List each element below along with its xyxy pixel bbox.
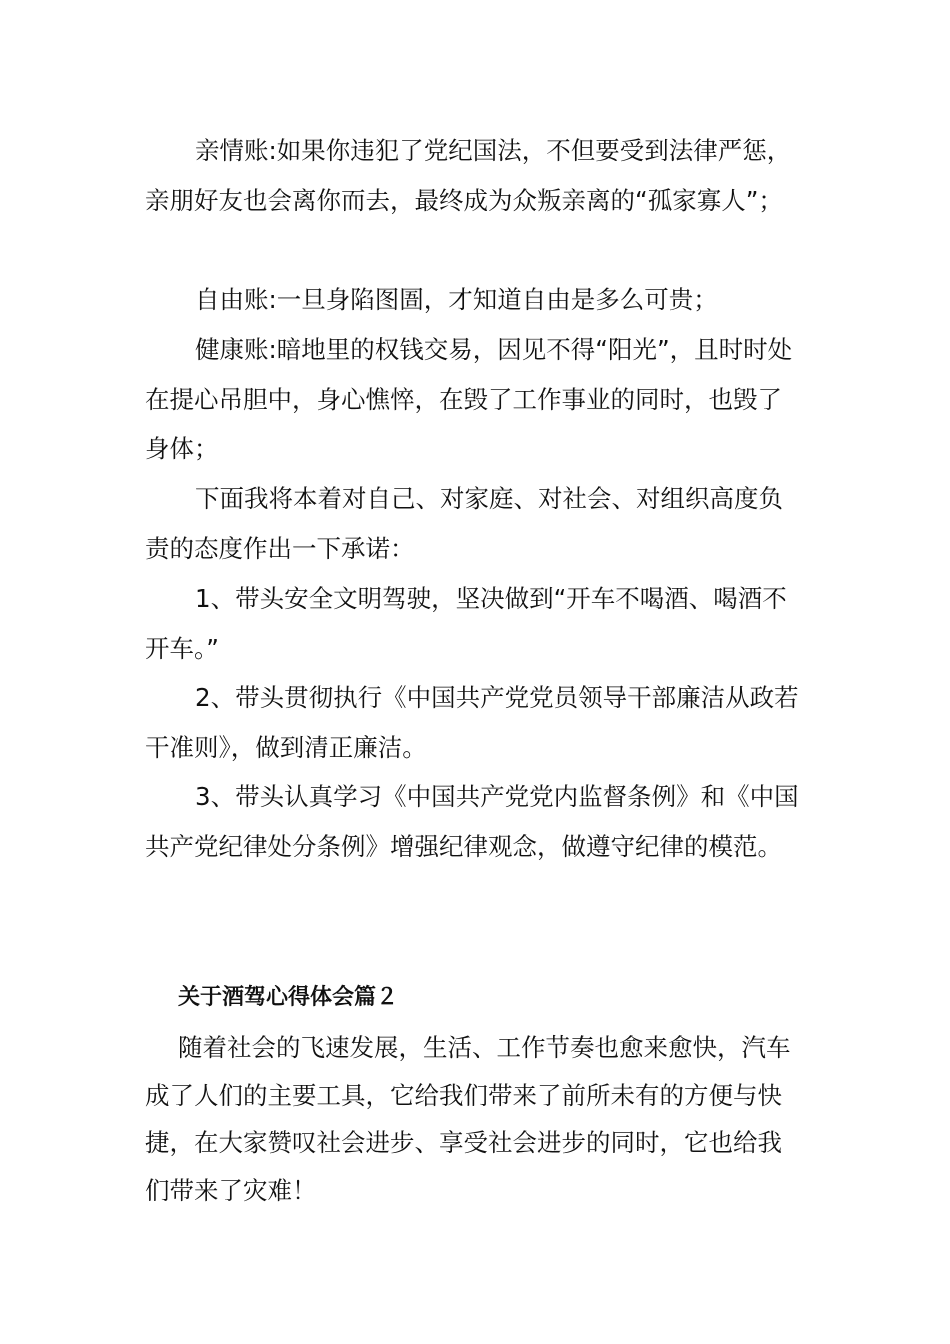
commitment-item-1: 1、带头安全文明驾驶，坚决做到“开车不喝酒、喝酒不开车。”: [145, 584, 787, 663]
paragraph-family-account: 亲情账:如果你违犯了党纪国法，不但要受到法律严惩，亲朋好友也会离你而去，最终成为众叛亲离的“孤家寡人”；: [145, 136, 792, 215]
commitment-item-2: 2、带头贯彻执行《中国共产党党员领导干部廉洁从政若干准则》，做到清正廉洁。: [145, 683, 799, 762]
paragraph-commitment-intro: 下面我将本着对自己、对家庭、对社会、对组织高度负责的态度作出一下承诺：: [145, 484, 783, 563]
paragraph-health-account: 健康账:暗地里的权钱交易，因见不得“阳光”，且时时处在提心吊胆中，身心憔悴，在毁了工作事业的同时，也毁了身体；: [145, 335, 793, 463]
paragraph-freedom-account: 自由账:一旦身陷图圄，才知道自由是多么可贵；: [195, 285, 718, 314]
section-heading: 关于酒驾心得体会篇２: [178, 985, 399, 1010]
commitment-item-3: 3、带头认真学习《中国共产党党内监督条例》和《中国共产党纪律处分条例》增强纪律观念，做遵守纪律的模范。: [145, 782, 799, 861]
paragraph-section2-intro: 随着社会的飞速发展，生活、工作节奏也愈来愈快，汽车成了人们的主要工具，它给我们带来了前所未有的方便与快捷，在大家赞叹社会进步、享受社会进步的同时，它也给我们带来了灾难！: [145, 1033, 791, 1205]
